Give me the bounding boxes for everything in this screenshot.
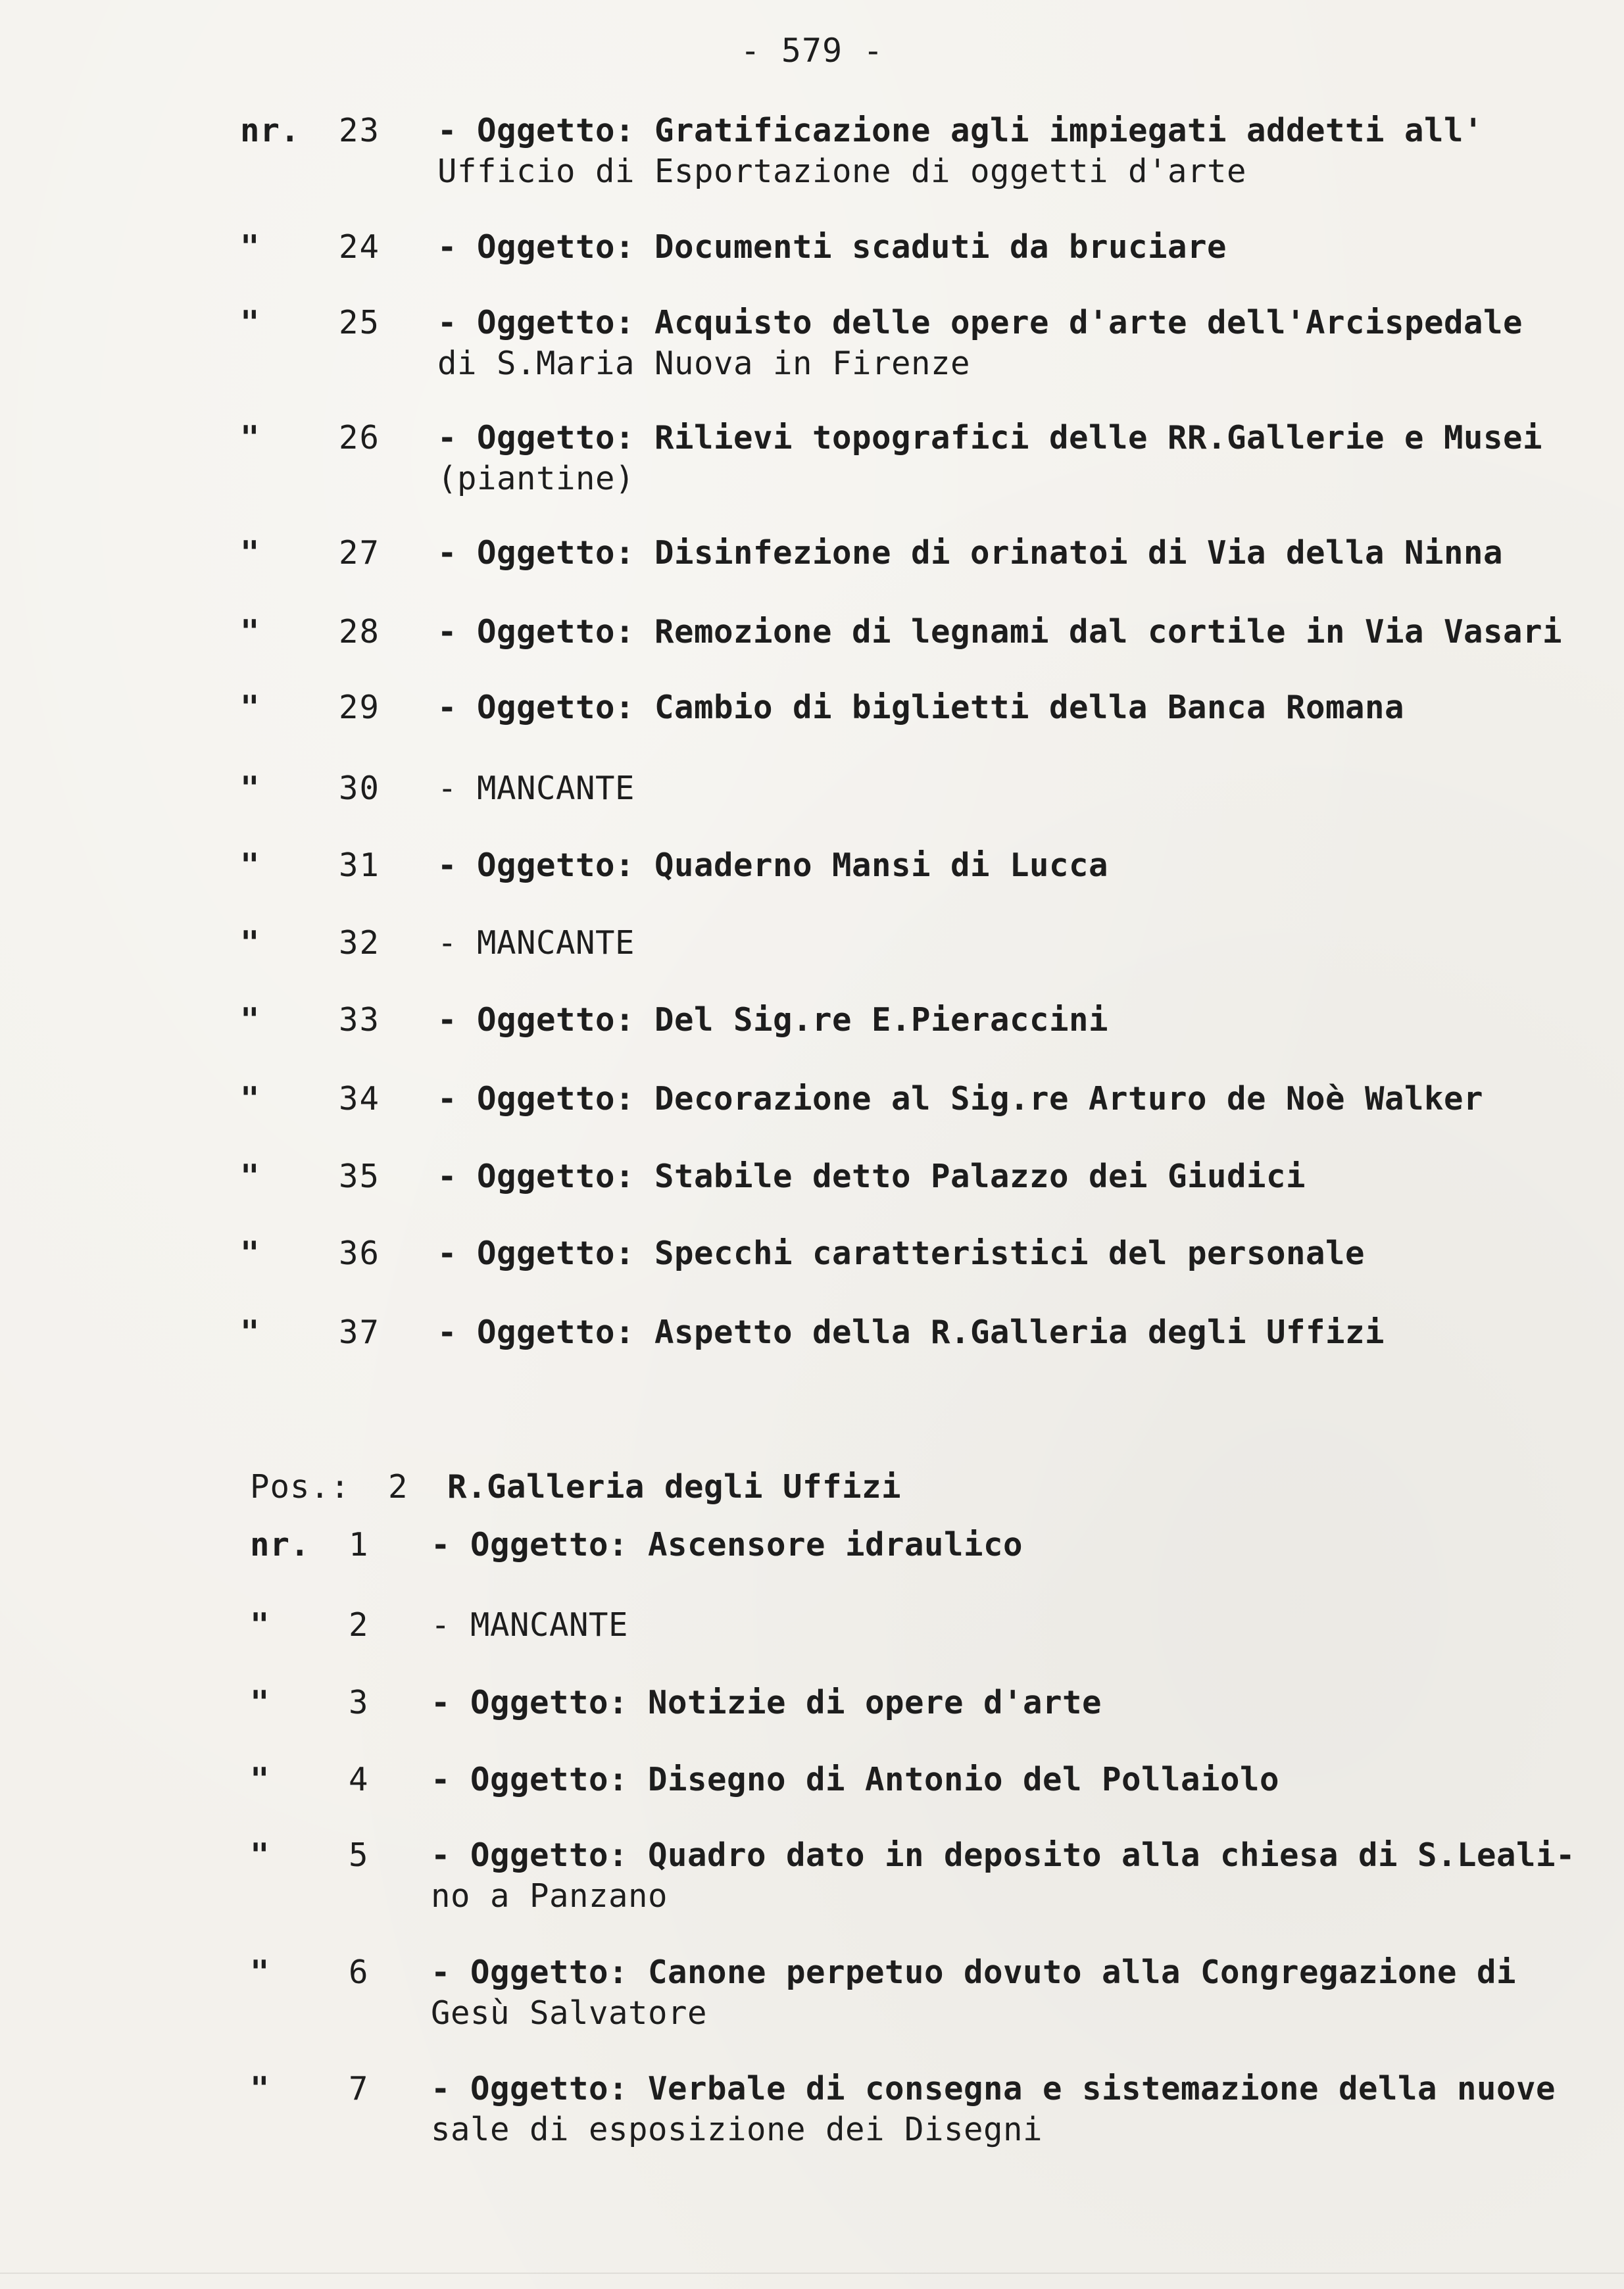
entry-label: ": [250, 1684, 270, 1721]
entry-text: - Oggetto: Canone perpetuo dovuto alla Congregazione di: [431, 1954, 1517, 1991]
entry-text: - MANCANTE: [431, 1606, 629, 1644]
entry-label: ": [250, 1836, 270, 1874]
entry-number: 36: [339, 1235, 381, 1272]
entry-text: - Oggetto: Del Sig.re E.Pieraccini: [437, 1001, 1109, 1039]
entry-label: ": [240, 1001, 260, 1039]
entry-text: - MANCANTE: [437, 770, 635, 807]
entry-number: 29: [339, 689, 381, 726]
entry-number: 26: [339, 419, 381, 456]
entry-label: ": [240, 924, 260, 962]
entry-number: 24: [339, 228, 381, 266]
entry-number: 30: [339, 770, 381, 807]
entry-text: - Oggetto: Remozione di legnami dal cortile in Via Vasari: [437, 613, 1563, 651]
entry-number: 25: [339, 304, 381, 341]
entry-number: 34: [339, 1080, 381, 1118]
entry-number: 37: [339, 1314, 381, 1351]
entry-text: - Oggetto: Ascensore idraulico: [431, 1526, 1023, 1563]
pos-title: R.Galleria degli Uffizi: [447, 1468, 902, 1506]
page-number: - 579 -: [740, 32, 884, 70]
entry-text: - Oggetto: Acquisto delle opere d'arte dell'Arcispedale: [437, 304, 1523, 341]
entry-number: 35: [339, 1158, 381, 1195]
entry-text: - Oggetto: Disegno di Antonio del Pollaiolo: [431, 1761, 1280, 1798]
entry-label: ": [250, 1606, 270, 1644]
entry-text: - Oggetto: Cambio di biglietti della Banca Romana: [437, 689, 1405, 726]
entry-label: ": [240, 534, 260, 572]
entry-label: ": [240, 228, 260, 266]
entry-number: 32: [339, 924, 381, 962]
entry-label: ": [240, 847, 260, 884]
entry-number: 28: [339, 613, 381, 651]
entry-number: 23: [339, 112, 381, 149]
entry-text: - Oggetto: Notizie di opere d'arte: [431, 1684, 1102, 1721]
entry-number: 6: [349, 1954, 370, 1991]
entry-label: ": [250, 1761, 270, 1798]
entry-text: - MANCANTE: [437, 924, 635, 962]
entry-text: - Oggetto: Quaderno Mansi di Lucca: [437, 847, 1109, 884]
entry-text: sale di esposizione dei Disegni: [431, 2111, 1043, 2148]
entry-label: nr.: [250, 1526, 310, 1563]
entry-number: 31: [339, 847, 381, 884]
entry-label: ": [240, 419, 260, 456]
entry-label: ": [240, 770, 260, 807]
entry-label: ": [240, 1235, 260, 1272]
entry-label: ": [240, 1158, 260, 1195]
entry-text: - Oggetto: Gratificazione agli impiegati addetti all': [437, 112, 1484, 149]
page-edge-line: [0, 2273, 1624, 2274]
entry-label: ": [240, 1314, 260, 1351]
entry-text: Gesù Salvatore: [431, 1994, 708, 2032]
entry-label: ": [240, 613, 260, 651]
entry-number: 5: [349, 1836, 370, 1874]
entry-number: 2: [349, 1606, 370, 1644]
entry-text: no a Panzano: [431, 1877, 668, 1915]
entry-text: - Oggetto: Decorazione al Sig.re Arturo de Noè Walker: [437, 1080, 1484, 1118]
entry-text: (piantine): [437, 460, 635, 497]
entry-label: ": [250, 1954, 270, 1991]
entry-number: 4: [349, 1761, 370, 1798]
entry-text: - Oggetto: Quadro dato in deposito alla chiesa di S.Leali-: [431, 1836, 1576, 1874]
entry-label: nr.: [240, 112, 301, 149]
pos-label: Pos.:: [250, 1468, 351, 1506]
entry-label: ": [240, 304, 260, 341]
entry-number: 3: [349, 1684, 370, 1721]
entry-text: di S.Maria Nuova in Firenze: [437, 345, 971, 382]
entry-text: - Oggetto: Verbale di consegna e sistemazione della nuove: [431, 2070, 1556, 2107]
entry-number: 33: [339, 1001, 381, 1039]
entry-label: ": [250, 2070, 270, 2107]
entry-number: 1: [349, 1526, 370, 1563]
entry-text: - Oggetto: Documenti scaduti da bruciare: [437, 228, 1227, 266]
entry-text: - Oggetto: Rilievi topografici delle RR.Gallerie e Musei: [437, 419, 1543, 456]
entry-text: - Oggetto: Stabile detto Palazzo dei Giudici: [437, 1158, 1306, 1195]
entry-label: ": [240, 1080, 260, 1118]
entry-label: ": [240, 689, 260, 726]
entry-number: 27: [339, 534, 381, 572]
entry-text: - Oggetto: Disinfezione di orinatoi di Via della Ninna: [437, 534, 1504, 572]
entry-text: - Oggetto: Aspetto della R.Galleria degli Uffizi: [437, 1314, 1385, 1351]
entry-number: 7: [349, 2070, 370, 2107]
entry-text: Ufficio di Esportazione di oggetti d'arte: [437, 153, 1247, 190]
pos-number: 2: [388, 1468, 409, 1506]
entry-text: - Oggetto: Specchi caratteristici del personale: [437, 1235, 1366, 1272]
